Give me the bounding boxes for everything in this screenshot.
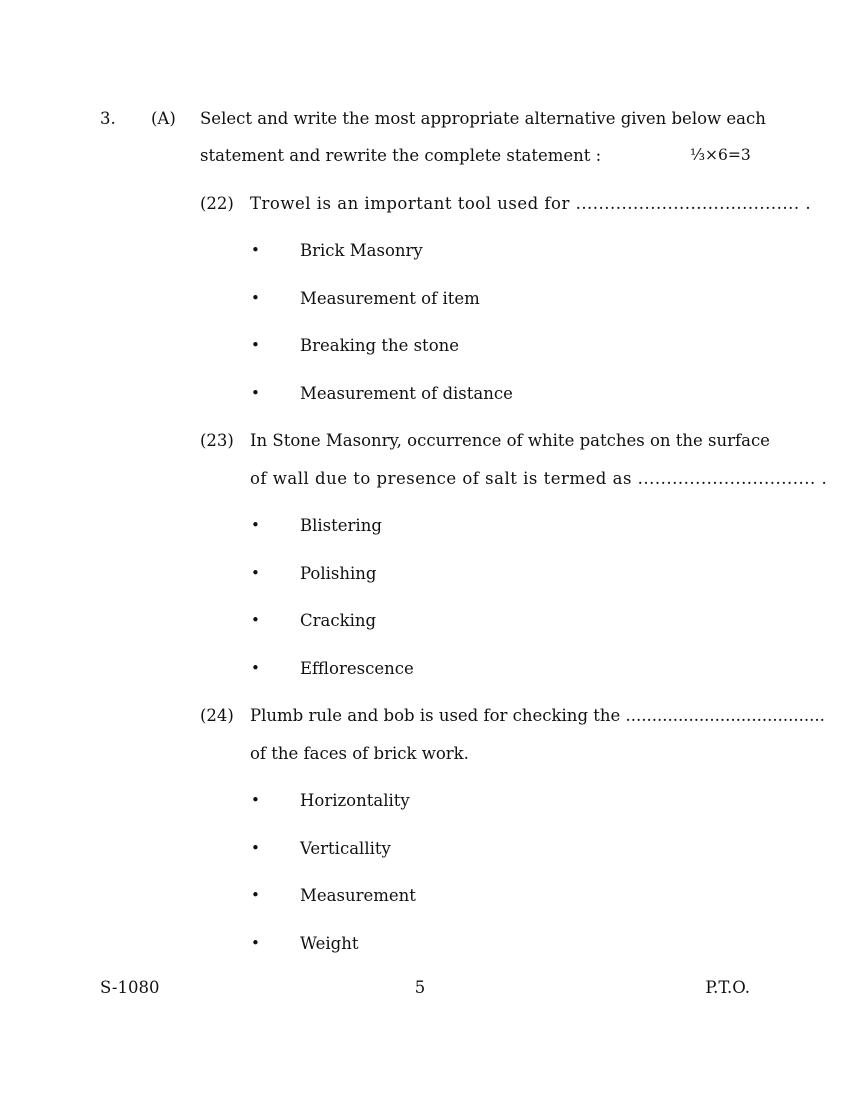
page-number: 5 — [414, 978, 426, 997]
bullet-icon: • — [251, 384, 260, 402]
bullet-icon: • — [251, 564, 260, 582]
bullet-icon: • — [251, 934, 260, 952]
item-statement-line: Plumb rule and bob is used for checking the ...................................... — [250, 706, 825, 725]
bullet-icon: • — [251, 289, 260, 307]
bullet-icon: • — [251, 839, 260, 857]
option-text: Cracking — [300, 611, 377, 630]
bullet-icon: • — [251, 886, 260, 904]
please-turn-over: P.T.O. — [705, 978, 750, 997]
bullet-icon: • — [251, 336, 260, 354]
option-text: Breaking the stone — [300, 336, 460, 355]
item-statement-line: In Stone Masonry, occurrence of white patches on the surface — [250, 431, 770, 450]
instruction-line-1: Select and write the most appropriate alternative given below each — [200, 109, 766, 128]
item-number: (23) — [200, 431, 234, 450]
option-text: Efflorescence — [300, 659, 414, 678]
bullet-icon: • — [251, 516, 260, 534]
bullet-icon: • — [251, 241, 260, 259]
instruction-line-2: statement and rewrite the complete statement : — [200, 146, 602, 165]
paper-code: S-1080 — [100, 978, 160, 997]
question-number: 3. — [100, 109, 116, 128]
option-text: Measurement of item — [300, 289, 480, 308]
option-text: Measurement — [300, 886, 416, 905]
question-part: (A) — [151, 109, 176, 128]
marks-allocation: ⅓×6=3 — [690, 146, 751, 164]
option-text: Polishing — [300, 564, 377, 583]
option-text: Horizontality — [300, 791, 410, 810]
option-text: Verticallity — [300, 839, 391, 858]
item-statement-line: of the faces of brick work. — [250, 744, 469, 763]
option-text: Brick Masonry — [300, 241, 423, 260]
bullet-icon: • — [251, 611, 260, 629]
item-number: (24) — [200, 706, 234, 725]
option-text: Measurement of distance — [300, 384, 513, 403]
item-number: (22) — [200, 194, 234, 213]
bullet-icon: • — [251, 791, 260, 809]
option-text: Blistering — [300, 516, 382, 535]
item-statement-line: Trowel is an important tool used for ....................................... . — [250, 194, 812, 213]
item-statement-line: of wall due to presence of salt is termed as ............................... . — [250, 469, 828, 488]
bullet-icon: • — [251, 659, 260, 677]
option-text: Weight — [300, 934, 359, 953]
